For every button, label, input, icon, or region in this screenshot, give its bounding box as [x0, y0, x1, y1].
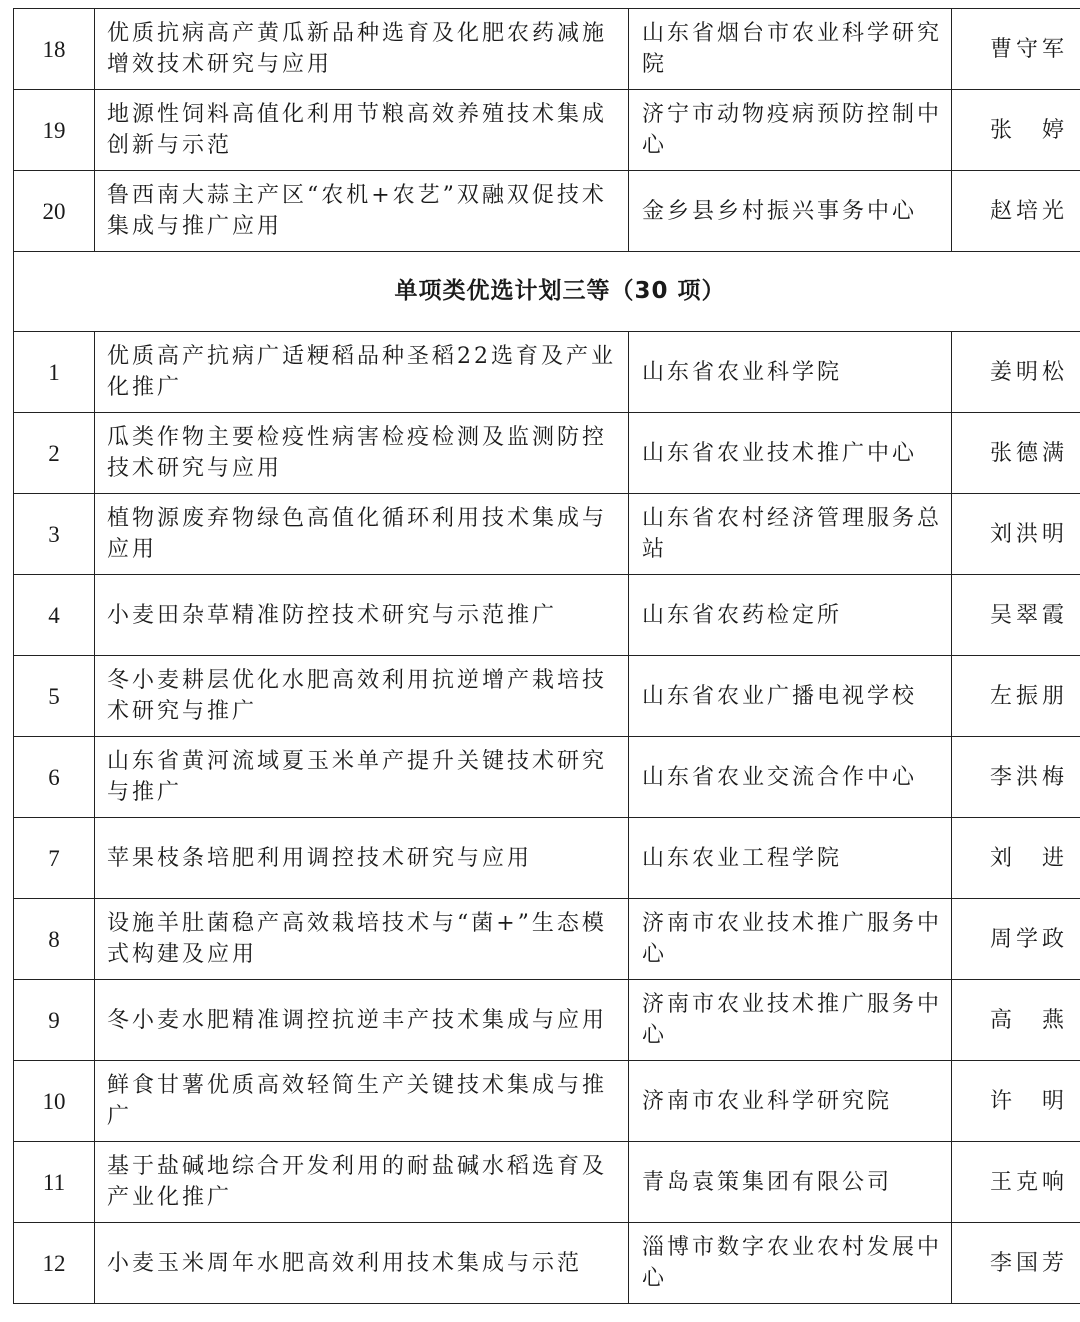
- person-name: 姜明松: [952, 332, 1080, 413]
- unit-name: 山东省农业广播电视学校: [629, 656, 952, 737]
- person-name: 周学政: [952, 899, 1080, 980]
- section-title: 单项类优选计划三等（30 项）: [14, 252, 1080, 332]
- project-name: 小麦田杂草精准防控技术研究与示范推广: [95, 575, 629, 656]
- award-table: [13, 8, 1080, 1304]
- unit-name: 山东农业工程学院: [629, 818, 952, 899]
- table-row: [14, 413, 1080, 494]
- unit-name: 济南市农业技术推广服务中心: [629, 980, 952, 1061]
- person-name: 刘洪明: [952, 494, 1080, 575]
- person-name: 许 明: [952, 1061, 1080, 1142]
- unit-name: 山东省农村经济管理服务总站: [629, 494, 952, 575]
- project-name: 山东省黄河流域夏玉米单产提升关键技术研究与推广: [95, 737, 629, 818]
- project-name: 地源性饲料高值化利用节粮高效养殖技术集成创新与示范: [95, 90, 629, 171]
- table-row: [14, 656, 1080, 737]
- project-name: 优质高产抗病广适粳稻品种圣稻22选育及产业化推广: [95, 332, 629, 413]
- section-header-row: [14, 252, 1080, 332]
- unit-name: 济南市农业技术推广服务中心: [629, 899, 952, 980]
- unit-name: 青岛袁策集团有限公司: [629, 1142, 952, 1223]
- unit-name: 山东省农业交流合作中心: [629, 737, 952, 818]
- unit-name: 山东省农业技术推广中心: [629, 413, 952, 494]
- person-name: 张德满: [952, 413, 1080, 494]
- row-number: 2: [14, 413, 95, 494]
- table-row: [14, 171, 1080, 252]
- row-number: 12: [14, 1223, 95, 1304]
- row-number: 20: [14, 171, 95, 252]
- row-number: 4: [14, 575, 95, 656]
- row-number: 8: [14, 899, 95, 980]
- table-row: [14, 90, 1080, 171]
- table-row: [14, 980, 1080, 1061]
- table-row: [14, 1061, 1080, 1142]
- row-number: 10: [14, 1061, 95, 1142]
- project-name: 优质抗病高产黄瓜新品种选育及化肥农药减施增效技术研究与应用: [95, 9, 629, 90]
- person-name: 刘 进: [952, 818, 1080, 899]
- table-row: [14, 1142, 1080, 1223]
- person-name: 张 婷: [952, 90, 1080, 171]
- unit-name: 金乡县乡村振兴事务中心: [629, 171, 952, 252]
- person-name: 李洪梅: [952, 737, 1080, 818]
- person-name: 高 燕: [952, 980, 1080, 1061]
- row-number: 9: [14, 980, 95, 1061]
- table-row: [14, 899, 1080, 980]
- project-name: 小麦玉米周年水肥高效利用技术集成与示范: [95, 1223, 629, 1304]
- person-name: 曹守军: [952, 9, 1080, 90]
- unit-name: 山东省农药检定所: [629, 575, 952, 656]
- table-row: [14, 332, 1080, 413]
- table-row: [14, 737, 1080, 818]
- person-name: 李国芳: [952, 1223, 1080, 1304]
- project-name: 冬小麦耕层优化水肥高效利用抗逆增产栽培技术研究与推广: [95, 656, 629, 737]
- row-number: 11: [14, 1142, 95, 1223]
- person-name: 吴翠霞: [952, 575, 1080, 656]
- row-number: 6: [14, 737, 95, 818]
- table-row: [14, 9, 1080, 90]
- row-number: 3: [14, 494, 95, 575]
- table-row: [14, 575, 1080, 656]
- project-name: 苹果枝条培肥利用调控技术研究与应用: [95, 818, 629, 899]
- project-name: 冬小麦水肥精准调控抗逆丰产技术集成与应用: [95, 980, 629, 1061]
- row-number: 19: [14, 90, 95, 171]
- row-number: 1: [14, 332, 95, 413]
- person-name: 赵培光: [952, 171, 1080, 252]
- row-number: 18: [14, 9, 95, 90]
- project-name: 瓜类作物主要检疫性病害检疫检测及监测防控技术研究与应用: [95, 413, 629, 494]
- project-name: 植物源废弃物绿色高值化循环利用技术集成与应用: [95, 494, 629, 575]
- person-name: 左振朋: [952, 656, 1080, 737]
- table-row: [14, 1223, 1080, 1304]
- project-name: 基于盐碱地综合开发利用的耐盐碱水稻选育及产业化推广: [95, 1142, 629, 1223]
- project-name: 设施羊肚菌稳产高效栽培技术与“菌+”生态模式构建及应用: [95, 899, 629, 980]
- person-name: 王克响: [952, 1142, 1080, 1223]
- row-number: 7: [14, 818, 95, 899]
- unit-name: 济南市农业科学研究院: [629, 1061, 952, 1142]
- table-row: [14, 494, 1080, 575]
- unit-name: 山东省烟台市农业科学研究院: [629, 9, 952, 90]
- project-name: 鲜食甘薯优质高效轻简生产关键技术集成与推广: [95, 1061, 629, 1142]
- unit-name: 济宁市动物疫病预防控制中心: [629, 90, 952, 171]
- row-number: 5: [14, 656, 95, 737]
- unit-name: 淄博市数字农业农村发展中心: [629, 1223, 952, 1304]
- project-name: 鲁西南大蒜主产区“农机+农艺”双融双促技术集成与推广应用: [95, 171, 629, 252]
- unit-name: 山东省农业科学院: [629, 332, 952, 413]
- table-row: [14, 818, 1080, 899]
